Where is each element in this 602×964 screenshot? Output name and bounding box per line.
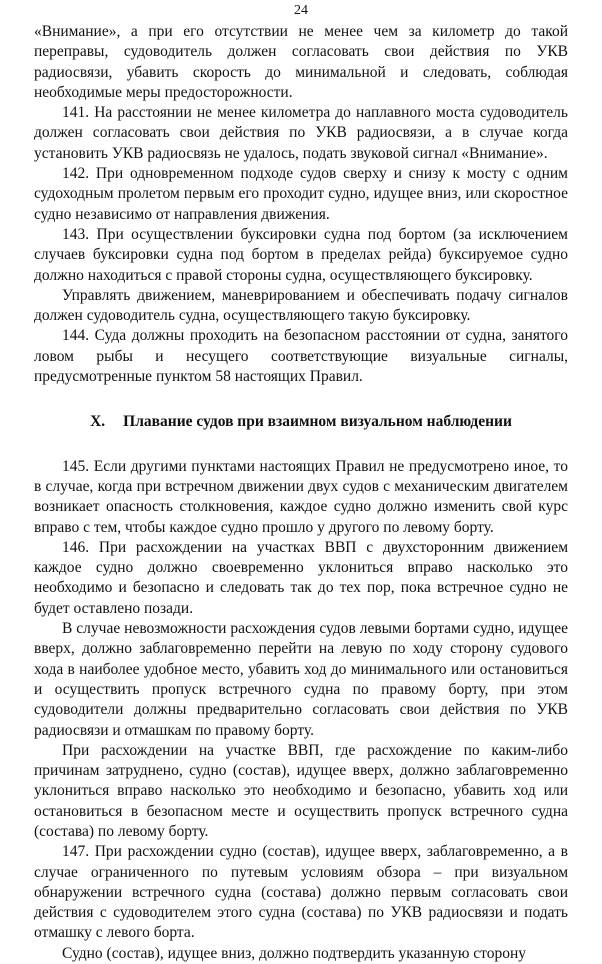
paragraph-146-left-side: В случае невозможности расхождения судов левыми бортами судно, идущее вверх, должно заблаговременно перейти на левую по ходу сторону судового хода в наиболее удобное место, убавить ход до минимального или остановиться и осуществить пропуск встречного судна по правому борту, при этом судоводители должны предварительно согласовать свои действия по УКВ радиосвязи и отмашкам по правому борту. [34, 620, 568, 739]
section-number: X. [90, 413, 106, 431]
section-title: Плавание судов при взаимном визуальном наблюдении [123, 413, 512, 431]
paragraph-144: 144. Суда должны проходить на безопасном расстоянии от судна, занятого ловом рыбы и несущего соответствующие визуальные сигналы, предусмотренные пунктом 58 настоящих Правил. [34, 327, 568, 386]
paragraph-146-difficult-section: При расхождении на участке ВВП, где расхождение по каким-либо причинам затруднено, судно (состав), идущее вверх, должно заблаговременно уклониться вправо насколько это необходимо и безопасно, убавить ход или остановиться в безопасном месте и осуществить пропуск встречного судна (состава) по левому борту. [34, 741, 568, 840]
paragraph-142: 142. При одновременном подходе судов сверху и снизу к мосту с одним судоходным пролетом первым его проходит судно, идущее вниз, или скоростное судно независимо от направления движения. [34, 165, 568, 223]
paragraph-141: 141. На расстоянии не менее километра до наплавного моста судоводитель должен согласовать свои действия по УКВ радиосвязи, а в случае когда установить УКВ радиосвязь не удалось, подать звуковой сигнал «Внимание». [34, 104, 568, 162]
paragraph-147: 147. При расхождении судно (состав), идущее вверх, заблаговременно, а в случае ограниченного по путевым условиям обзора – при визуальном обнаружении встречного судна (состава) должно первым согласовать свои действия с судоводителем этого судна (состава) по УКВ радиосвязи и подать отмашку с левого борта. [34, 843, 568, 942]
paragraph-145: 145. Если другими пунктами настоящих Правил не предусмотрено иное, то в случае, когда при встречном движении двух судов с механическим двигателем возникает опасность столкновения, каждое судно должно изменить свой курс вправо с тем, чтобы каждое судно прошло у другого по левому борту. [34, 457, 568, 536]
paragraph-143: 143. При осуществлении буксировки судна под бортом (за исключением случаев буксировки судна под бортом в пределах рейда) буксируемое судно должно находиться с правой стороны судна, осуществляющего буксировку. [34, 225, 568, 284]
paragraph-147-downstream: Судно (состав), идущее вниз, должно подтвердить указанную сторону [62, 944, 527, 962]
paragraph-continuation: «Внимание», а при его отсутствии не менее чем за километр до такой переправы, судоводитель должен согласовать свои действия по УКВ радиосвязи, убавить скорость до минимальной и следовать, соблюдая необходимые меры предосторожности. [34, 23, 568, 101]
page-number: 24 [294, 3, 308, 18]
document-body [34, 22, 568, 964]
paragraph-146: 146. При расхождении на участках ВВП с двухсторонним движением каждое судно должно своевременно уклониться вправо насколько это необходимо и безопасно и следовать так до тех пор, пока встречное судно не будет оставлено позади. [34, 538, 568, 617]
paragraph-143-towing-control: Управлять движением, маневрированием и обеспечивать подачу сигналов должен судоводитель судна, осуществляющего такую буксировку. [34, 286, 568, 325]
section-heading [34, 412, 568, 432]
